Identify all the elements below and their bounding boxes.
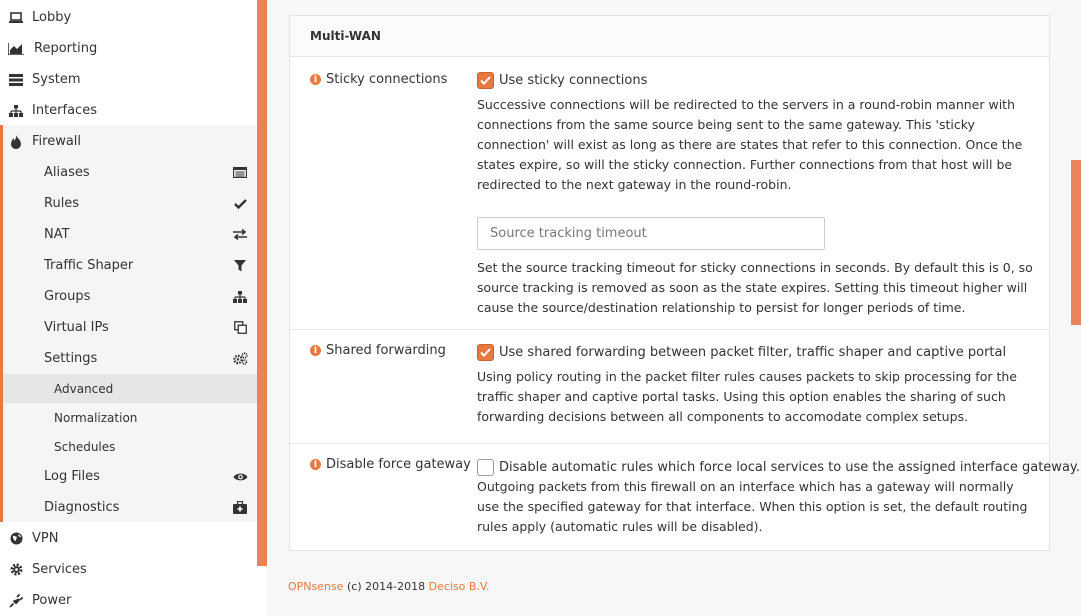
sidebar-item-label: Aliases — [44, 165, 90, 180]
shared-forwarding-row — [290, 330, 1049, 444]
multi-wan-panel — [289, 15, 1080, 551]
exchange-icon — [232, 227, 248, 243]
sticky-connections-row — [290, 58, 1049, 330]
shared-forwarding-body — [477, 344, 1037, 427]
sidebar-item-aliases[interactable] — [0, 157, 257, 188]
disable-force-gateway-row — [290, 444, 1080, 550]
row-label-text: Shared forwarding — [326, 343, 446, 358]
checkbox-label: Disable automatic rules which force local services to use the assigned interface gateway. — [499, 460, 1080, 475]
checkbox-label: Use shared forwarding between packet filter, traffic shaper and captive portal — [499, 345, 1007, 360]
fire-icon — [8, 134, 24, 150]
sidebar-item-virtual-ips[interactable] — [0, 312, 257, 343]
disable-force-gateway-body — [477, 459, 1080, 537]
sticky-connections-body — [477, 72, 1037, 318]
sidebar-item-reporting[interactable] — [0, 33, 257, 64]
laptop-icon — [8, 10, 24, 26]
area-chart-icon — [8, 41, 24, 57]
disable-force-gateway-label[interactable] — [310, 457, 471, 472]
scrollbar-thumb[interactable] — [1071, 160, 1081, 325]
sidebar-item-services[interactable] — [0, 554, 257, 585]
medkit-icon — [232, 500, 248, 516]
globe-icon — [8, 531, 24, 547]
sidebar-item-label: Rules — [44, 196, 80, 211]
sticky-connections-checkbox[interactable] — [477, 72, 494, 89]
footer-brand-link[interactable]: OPNsense — [288, 580, 344, 593]
sidebar-border — [257, 0, 267, 566]
sidebar-item-label: Normalization — [54, 410, 138, 425]
sidebar-item-label: Traffic Shaper — [44, 258, 134, 273]
sidebar-item-nat[interactable] — [0, 219, 257, 250]
plug-icon — [8, 593, 24, 609]
sidebar-item-interfaces[interactable] — [0, 95, 257, 126]
sidebar-item-settings[interactable] — [0, 343, 257, 374]
sidebar-item-label: Log Files — [44, 469, 100, 484]
sidebar-item-system[interactable] — [0, 64, 257, 95]
main-content — [267, 0, 1081, 616]
panel-header — [290, 16, 1049, 57]
sidebar-item-diagnostics[interactable] — [0, 492, 257, 523]
sticky-connections-help: Successive connections will be redirected to the servers in a round-robin manner with connections from the same source being sent to the same gateway. This 'sticky connection' will exist as long as there are states that refer to this connection. Once the states expire, so will the sticky connection. Further connections from that host will be redirected to the next gateway in the round-robin. — [477, 97, 1023, 192]
sidebar-item-label: Lobby — [32, 10, 72, 25]
sidebar-item-label: Power — [32, 593, 72, 608]
sticky-connections-checkbox-line[interactable] — [477, 72, 1037, 89]
sidebar-item-label: Settings — [44, 351, 98, 366]
sidebar-item-advanced[interactable] — [0, 374, 257, 403]
footer — [288, 580, 490, 593]
shared-forwarding-label[interactable] — [310, 343, 446, 358]
disable-force-gateway-checkbox[interactable] — [477, 459, 494, 476]
sidebar-item-groups[interactable] — [0, 281, 257, 312]
row-label-text: Sticky connections — [326, 72, 448, 87]
sidebar-item-firewall[interactable] — [0, 126, 257, 157]
sidebar-item-label: Diagnostics — [44, 500, 120, 515]
footer-copyright: (c) 2014-2018 — [347, 580, 426, 593]
sidebar-item-power[interactable] — [0, 585, 257, 616]
cog-icon — [8, 562, 24, 578]
footer-company-link[interactable]: Deciso B.V. — [428, 580, 490, 593]
sitemap-icon — [232, 289, 248, 305]
check-icon — [232, 196, 248, 212]
sticky-connections-label[interactable] — [310, 72, 447, 87]
sidebar-item-vpn[interactable] — [0, 523, 257, 554]
disable-force-gateway-checkbox-line[interactable] — [477, 459, 1080, 476]
shared-forwarding-checkbox-line[interactable] — [477, 344, 1037, 361]
sidebar-item-label: NAT — [44, 227, 70, 242]
panel-title: Multi-WAN — [310, 29, 381, 43]
sidebar-item-log-files[interactable] — [0, 461, 257, 492]
sidebar-item-label: VPN — [32, 531, 59, 546]
sidebar-item-label: Interfaces — [32, 103, 97, 118]
sidebar-item-label: Virtual IPs — [44, 320, 109, 335]
sidebar-item-normalization[interactable] — [0, 403, 257, 432]
sidebar-item-label: Groups — [44, 289, 91, 304]
sidebar-item-label: Advanced — [54, 381, 114, 396]
sidebar-item-traffic-shaper[interactable] — [0, 250, 257, 281]
source-tracking-timeout-help: Set the source tracking timeout for sticky connections in seconds. By default this is 0, so source tracking is removed as soon as the state expires. Setting this timeout higher will cause the source/destination relationship to persist for longer periods of time. — [477, 260, 1033, 315]
shared-forwarding-help: Using policy routing in the packet filter rules causes packets to skip processing for the traffic shaper and captive portal tasks. Using this option enables the sharing of such forwarding decisions between all components to accomodate complex setups. — [477, 369, 1017, 424]
server-icon — [8, 72, 24, 88]
sidebar-item-rules[interactable] — [0, 188, 257, 219]
info-icon[interactable]: i — [310, 74, 321, 85]
disable-force-gateway-help: Outgoing packets from this firewall on an interface which has a gateway will normally use the specified gateway for that interface. When this option is set, the default routing rules apply (automatic rules will be disabled). — [477, 479, 1028, 534]
sidebar-item-label: Schedules — [54, 439, 116, 454]
list-icon — [232, 165, 248, 181]
sidebar-item-label: System — [32, 72, 81, 87]
sidebar-item-label: Reporting — [34, 41, 98, 56]
shared-forwarding-checkbox[interactable] — [477, 344, 494, 361]
cogs-icon — [232, 351, 248, 367]
eye-icon — [232, 469, 248, 485]
filter-icon — [232, 258, 248, 274]
sidebar-item-lobby[interactable] — [0, 2, 257, 33]
clone-icon — [232, 320, 248, 336]
sidebar — [0, 0, 257, 616]
info-icon[interactable]: i — [310, 345, 321, 356]
sidebar-item-schedules[interactable] — [0, 432, 257, 461]
info-icon[interactable]: i — [310, 459, 321, 470]
source-tracking-timeout-input[interactable] — [477, 217, 825, 250]
row-label-text: Disable force gateway — [326, 457, 471, 472]
sidebar-item-label: Firewall — [32, 134, 82, 149]
sidebar-item-label: Services — [32, 562, 87, 577]
sitemap-icon — [8, 103, 24, 119]
checkbox-label: Use sticky connections — [499, 73, 648, 88]
